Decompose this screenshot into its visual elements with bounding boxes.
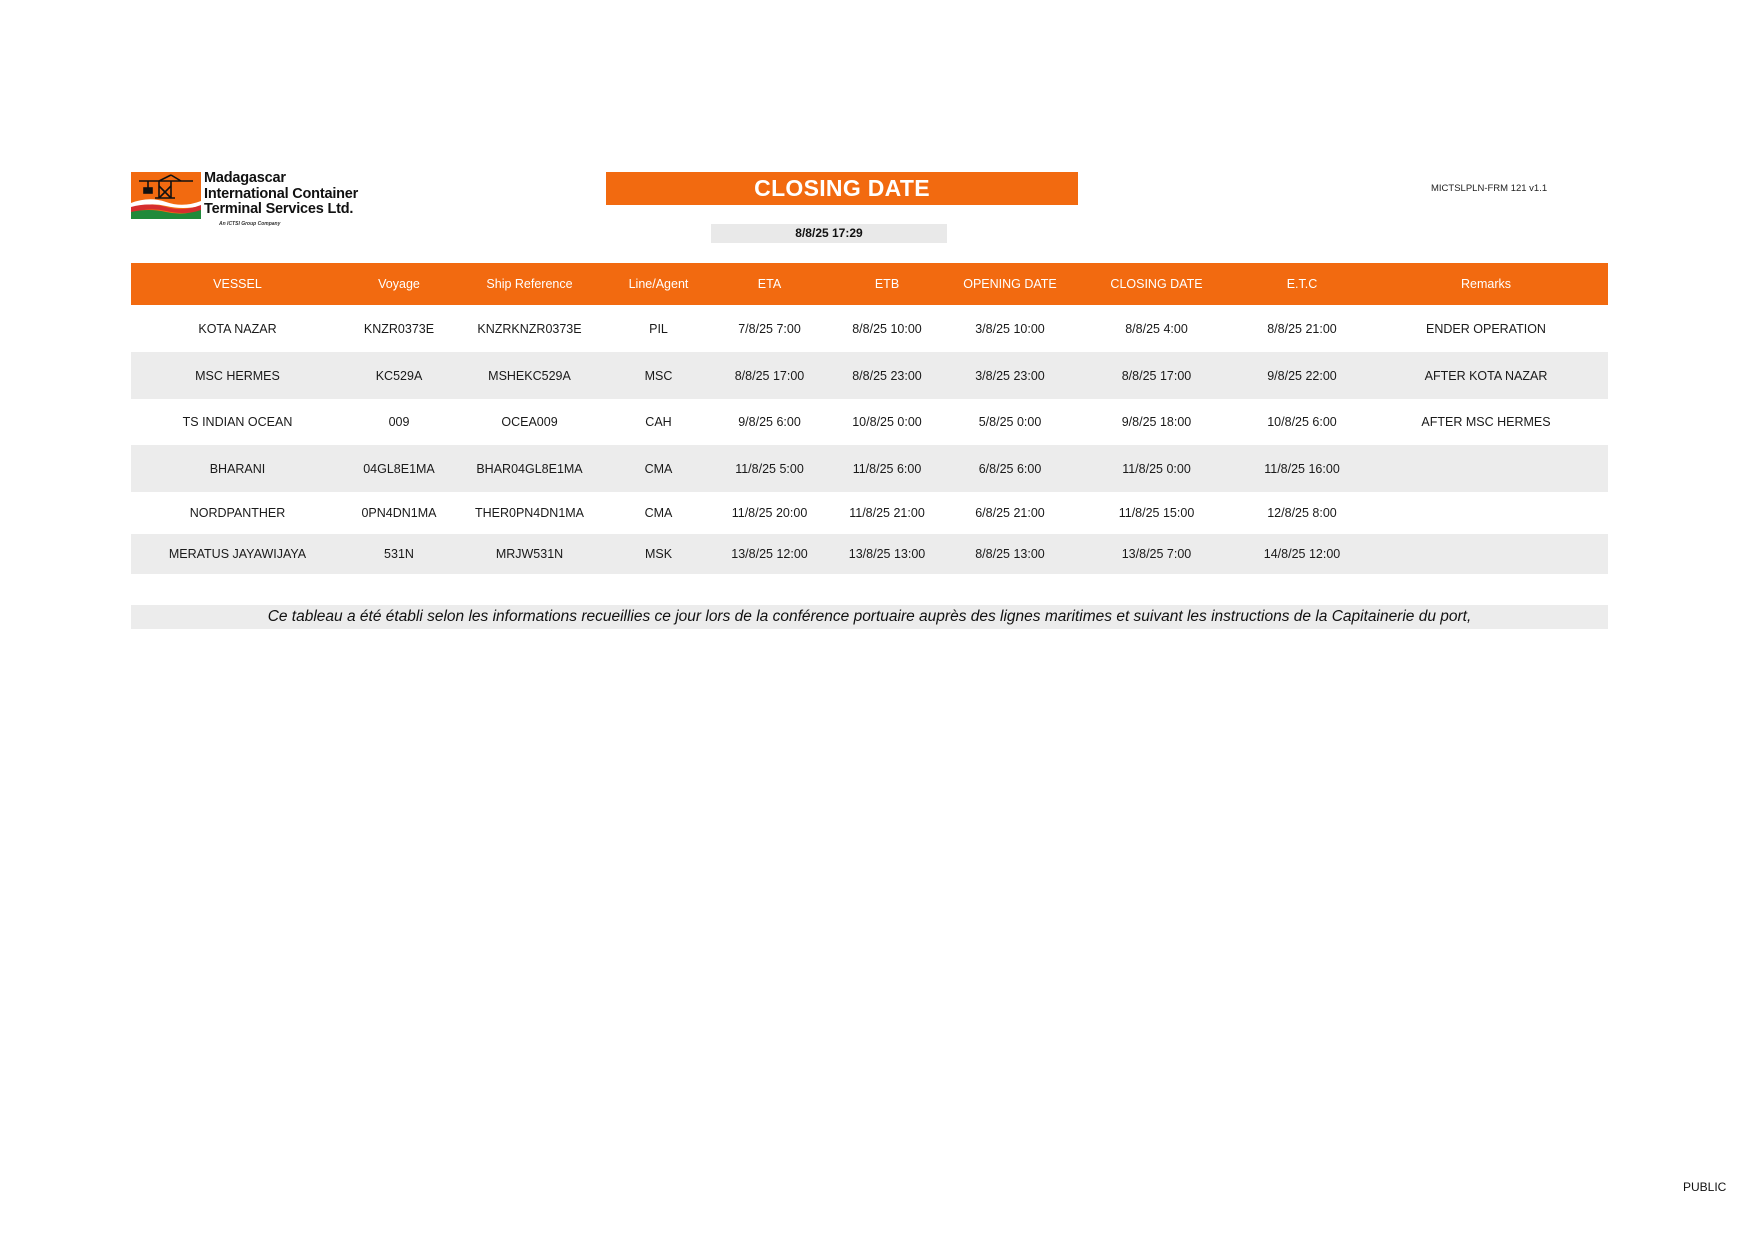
column-header-voyage: Voyage (378, 277, 420, 291)
cell-etc: 11/8/25 16:00 (1264, 461, 1340, 476)
table-row (131, 352, 1608, 399)
cell-closing-date: 11/8/25 0:00 (1122, 461, 1191, 476)
company-logo (131, 171, 381, 231)
logo-line-2: International Container (204, 185, 359, 202)
logo-line-1: Madagascar (204, 170, 286, 186)
column-header-etb: ETB (874, 277, 900, 291)
logo-wordmark (204, 171, 358, 218)
cell-eta: 8/8/25 17:00 (734, 368, 805, 383)
column-header-eta: ETA (757, 277, 782, 291)
cell-line-agent: CMA (644, 506, 673, 520)
cell-voyage: KNZR0373E (363, 321, 435, 336)
table-row (131, 492, 1608, 534)
column-header-remarks: Remarks (1460, 277, 1511, 291)
logo-tagline: An ICTSI Group Company (219, 221, 281, 227)
cell-line-agent: CAH (645, 415, 672, 429)
cell-closing-date: 9/8/25 18:00 (1121, 415, 1192, 429)
cell-line-agent: MSK (644, 547, 673, 561)
cell-eta: 11/8/25 20:00 (731, 506, 808, 520)
cell-closing-date: 8/8/25 4:00 (1125, 321, 1188, 336)
classification-label: PUBLIC (1683, 1180, 1727, 1194)
cell-voyage: 0PN4DN1MA (361, 506, 437, 520)
column-header-line-agent: Line/Agent (628, 277, 689, 291)
report-timestamp: 8/8/25 17:29 (711, 224, 947, 243)
cell-etb: 8/8/25 23:00 (852, 368, 922, 383)
cell-opening-date: 6/8/25 21:00 (975, 506, 1045, 520)
cell-vessel: BHARANI (209, 461, 266, 476)
cell-opening-date: 8/8/25 13:00 (975, 547, 1045, 561)
cell-line-agent: PIL (649, 321, 668, 336)
table-row (131, 534, 1608, 574)
cell-ship-reference: MRJW531N (495, 547, 564, 561)
logo-line-3: Terminal Services Ltd. (204, 201, 354, 217)
cell-etc: 8/8/25 21:00 (1267, 321, 1337, 336)
cell-vessel: KOTA NAZAR (198, 321, 277, 336)
cell-opening-date: 3/8/25 23:00 (975, 368, 1045, 383)
column-header-ship-reference: Ship Reference (486, 277, 573, 291)
cell-ship-reference: KNZRKNZR0373E (477, 321, 582, 336)
cell-etc: 10/8/25 6:00 (1267, 415, 1337, 429)
cell-etc: 9/8/25 22:00 (1267, 368, 1337, 383)
cell-etb: 11/8/25 21:00 (849, 506, 925, 520)
cell-etc: 14/8/25 12:00 (1263, 547, 1341, 561)
table-row (131, 399, 1608, 445)
cell-voyage: KC529A (375, 368, 423, 383)
document-code: MICTSLPLN-FRM 121 v1.1 (1431, 183, 1548, 194)
table-header-row (131, 263, 1608, 305)
cell-etb: 10/8/25 0:00 (852, 415, 922, 429)
cell-etc: 12/8/25 8:00 (1267, 506, 1337, 520)
table-row (131, 305, 1608, 352)
cell-ship-reference: OCEA009 (501, 415, 558, 429)
column-header-closing-date: CLOSING DATE (1110, 277, 1203, 291)
cell-closing-date: 11/8/25 15:00 (1118, 506, 1195, 520)
cell-opening-date: 6/8/25 6:00 (978, 461, 1042, 476)
cell-etb: 13/8/25 13:00 (848, 547, 926, 561)
cell-eta: 13/8/25 12:00 (731, 547, 808, 561)
cell-etb: 11/8/25 6:00 (852, 461, 922, 476)
table-row (131, 445, 1608, 492)
cell-vessel: TS INDIAN OCEAN (182, 415, 293, 429)
cell-remarks: AFTER KOTA NAZAR (1424, 368, 1548, 383)
cell-vessel: MERATUS JAYAWIJAYA (168, 547, 307, 561)
cell-remarks: ENDER OPERATION (1426, 321, 1546, 336)
cell-closing-date: 8/8/25 17:00 (1121, 368, 1192, 383)
cell-vessel: MSC HERMES (195, 368, 280, 383)
cell-voyage: 009 (388, 415, 410, 429)
cell-etb: 8/8/25 10:00 (852, 321, 922, 336)
footnote: Ce tableau a été établi selon les informations recueillies ce jour lors de la conférence portuaire auprès des lignes maritimes et suivant les instructions de la Capitainerie du port, (131, 605, 1608, 629)
cell-opening-date: 5/8/25 0:00 (978, 415, 1042, 429)
cell-opening-date: 3/8/25 10:00 (975, 321, 1045, 336)
column-header-vessel: VESSEL (213, 277, 262, 291)
crane-icon (131, 172, 201, 219)
cell-remarks: AFTER MSC HERMES (1421, 415, 1551, 429)
cell-ship-reference: MSHEKC529A (488, 368, 571, 383)
cell-voyage: 531N (384, 547, 414, 561)
cell-closing-date: 13/8/25 7:00 (1121, 547, 1192, 561)
page-title: CLOSING DATE (606, 172, 1078, 205)
cell-eta: 11/8/25 5:00 (735, 461, 804, 476)
column-header-etc: E.T.C (1286, 277, 1318, 291)
cell-line-agent: MSC (644, 368, 673, 383)
cell-ship-reference: THER0PN4DN1MA (474, 506, 585, 520)
vessel-schedule-table (131, 263, 1608, 574)
cell-vessel: NORDPANTHER (189, 506, 286, 520)
column-header-opening-date: OPENING DATE (963, 277, 1057, 291)
cell-voyage: 04GL8E1MA (363, 461, 435, 476)
cell-line-agent: CMA (644, 461, 673, 476)
cell-eta: 7/8/25 7:00 (738, 321, 801, 336)
cell-ship-reference: BHAR04GL8E1MA (476, 461, 583, 476)
cell-eta: 9/8/25 6:00 (738, 415, 801, 429)
